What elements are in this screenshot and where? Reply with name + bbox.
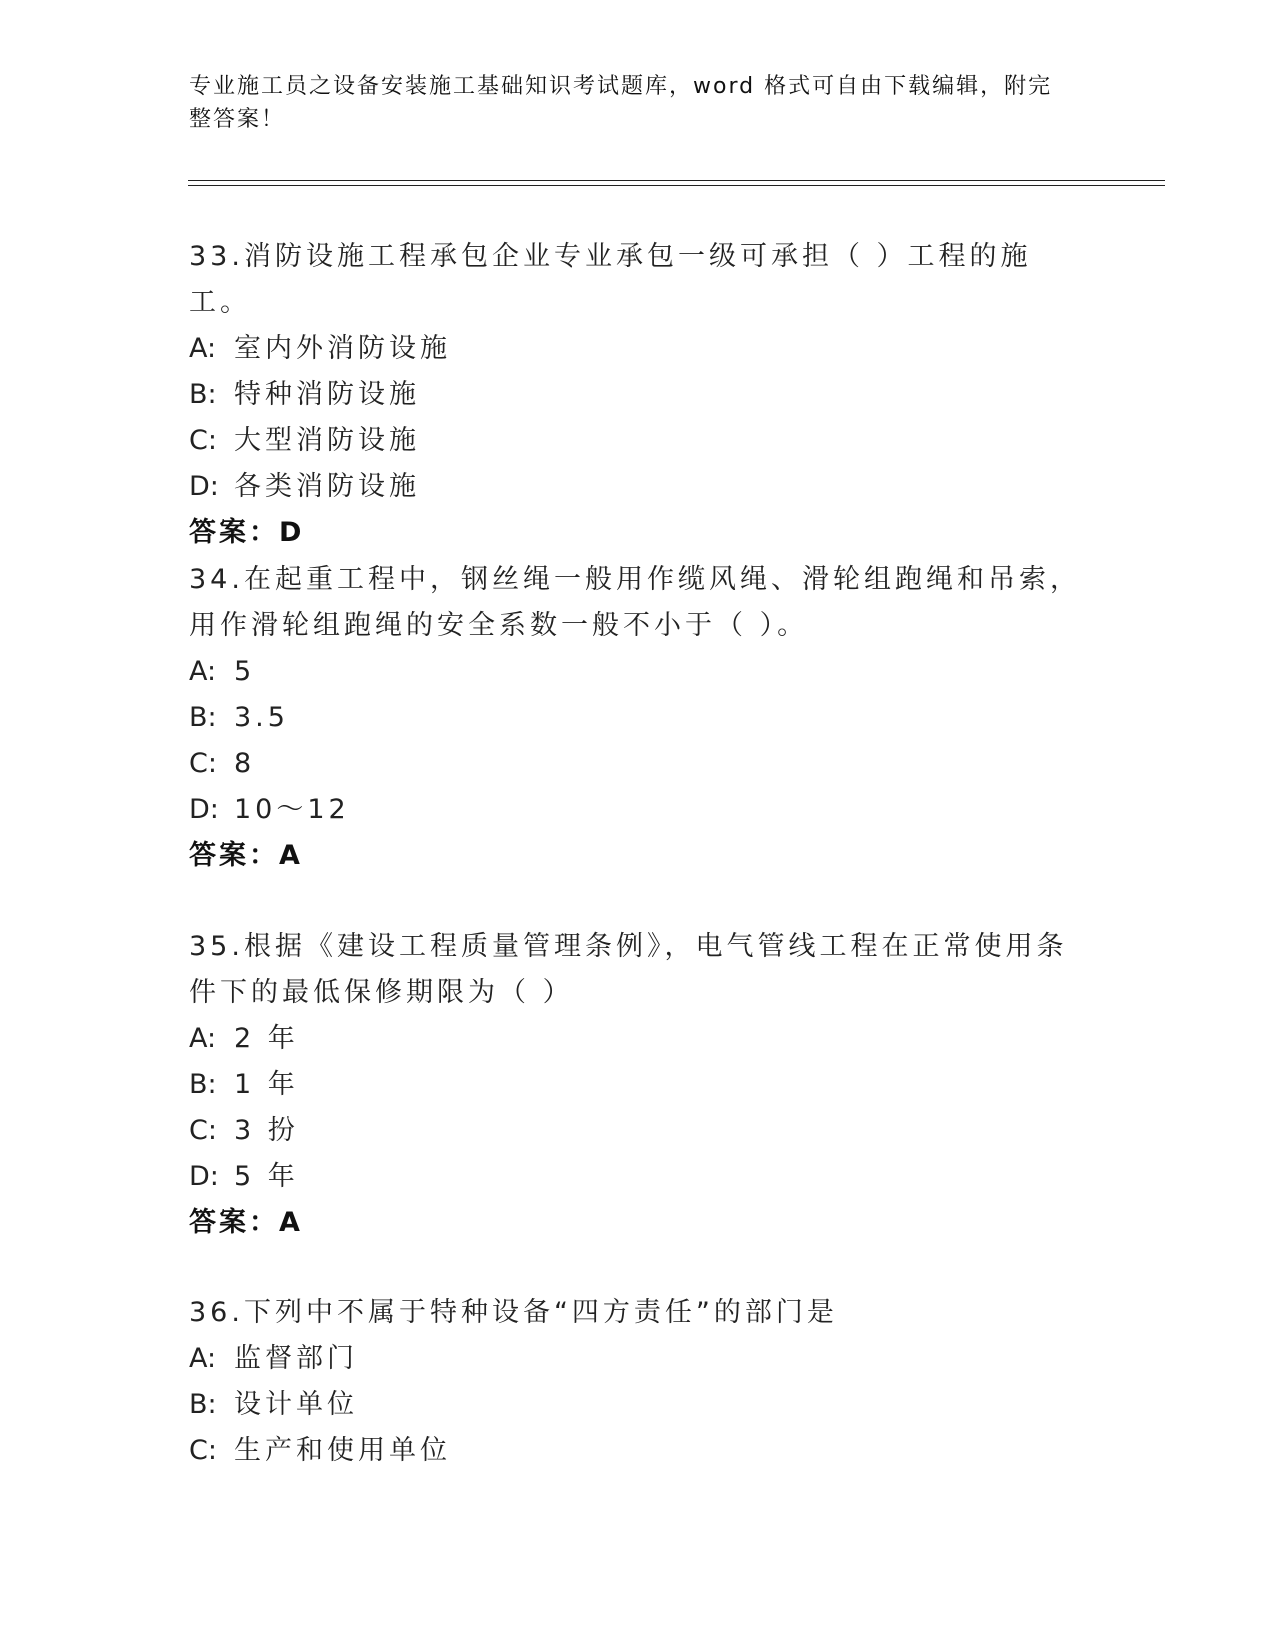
- option-c: [189, 418, 1089, 464]
- option-b: [189, 372, 1089, 418]
- option-letter: B:: [189, 702, 217, 733]
- option-letter: A:: [189, 1023, 217, 1054]
- option-text: 室内外消防设施: [234, 333, 451, 364]
- option-a: [189, 1016, 1089, 1062]
- option-letter: B:: [189, 379, 217, 410]
- document-header: [189, 70, 1069, 136]
- option-c: [189, 741, 1089, 787]
- answer-line: 答案：A: [189, 840, 303, 871]
- option-c: [189, 1428, 1089, 1474]
- option-letter: D:: [189, 1161, 219, 1192]
- answer-line: 答案：A: [189, 1207, 303, 1238]
- question-stem: 33.消防设施工程承包企业专业承包一级可承担（ ）工程的施工。: [189, 241, 1032, 318]
- question-35: [189, 924, 1089, 1246]
- option-letter: D:: [189, 471, 219, 502]
- option-b: [189, 1382, 1089, 1428]
- option-letter: D:: [189, 794, 219, 825]
- option-a: [189, 326, 1089, 372]
- option-letter: A:: [189, 656, 217, 687]
- option-text: 3.5: [234, 702, 289, 733]
- header-text: 专业施工员之设备安装施工基础知识考试题库，word 格式可自由下载编辑，附完整答案！: [189, 74, 1053, 132]
- option-d: [189, 1154, 1089, 1200]
- question-stem: 35.根据《建设工程质量管理条例》，电气管线工程在正常使用条件下的最低保修期限为（ ）: [189, 931, 1068, 1008]
- option-text: 各类消防设施: [234, 471, 420, 502]
- option-a: [189, 649, 1089, 695]
- question-33: [189, 234, 1089, 556]
- option-letter: B:: [189, 1389, 217, 1420]
- option-text: 5: [234, 656, 256, 687]
- option-text: 10～12: [234, 794, 350, 825]
- option-text: 大型消防设施: [234, 425, 420, 456]
- option-d: [189, 464, 1089, 510]
- option-text: 特种消防设施: [234, 379, 420, 410]
- option-text: 3 扮: [234, 1115, 299, 1146]
- option-letter: A:: [189, 1343, 217, 1374]
- option-text: 监督部门: [234, 1343, 358, 1374]
- question-stem: 36.下列中不属于特种设备“四方责任”的部门是: [189, 1297, 838, 1328]
- option-text: 2 年: [234, 1023, 299, 1054]
- answer-line: 答案：D: [189, 517, 305, 548]
- option-c: [189, 1108, 1089, 1154]
- option-letter: A:: [189, 333, 217, 364]
- option-text: 8: [234, 748, 256, 779]
- question-stem: 34.在起重工程中，钢丝绳一般用作缆风绳、滑轮组跑绳和吊索，用作滑轮组跑绳的安全系数一般不小于（ ）。: [189, 564, 1081, 641]
- option-letter: C:: [189, 748, 217, 779]
- option-text: 设计单位: [234, 1389, 358, 1420]
- option-text: 1 年: [234, 1069, 299, 1100]
- header-divider-top: [188, 180, 1165, 181]
- option-letter: B:: [189, 1069, 217, 1100]
- option-letter: C:: [189, 1115, 217, 1146]
- option-a: [189, 1336, 1089, 1382]
- option-letter: C:: [189, 425, 217, 456]
- header-divider-bottom: [188, 185, 1165, 186]
- option-letter: C:: [189, 1435, 217, 1466]
- option-d: [189, 787, 1089, 833]
- option-b: [189, 1062, 1089, 1108]
- option-text: 生产和使用单位: [234, 1435, 451, 1466]
- question-34: [189, 557, 1089, 879]
- option-b: [189, 695, 1089, 741]
- question-36: [189, 1290, 1089, 1474]
- option-text: 5 年: [234, 1161, 299, 1192]
